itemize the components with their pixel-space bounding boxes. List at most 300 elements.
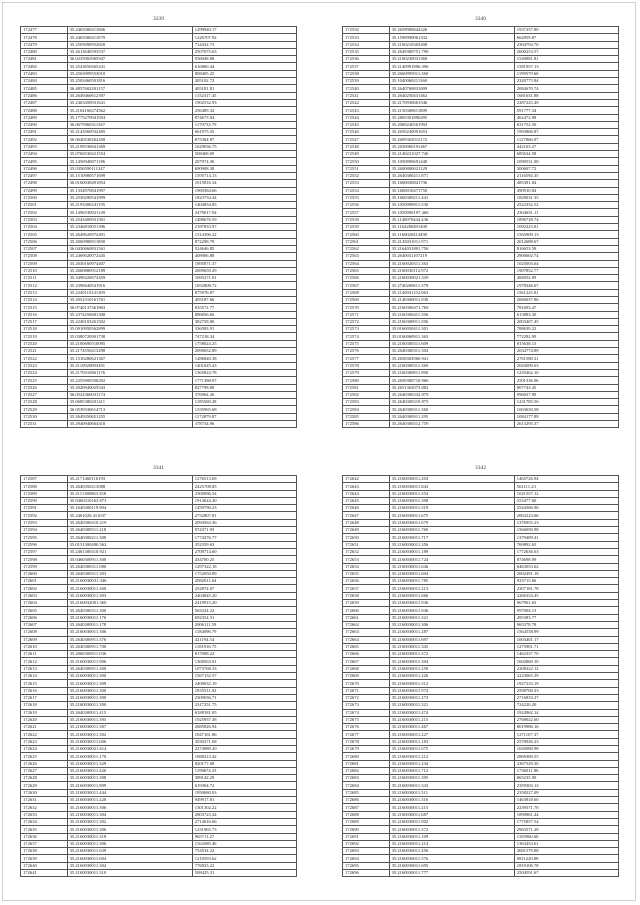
row-value: 2320775.84 xyxy=(514,78,618,85)
row-id: 172534 xyxy=(343,41,390,48)
row-id: 172632 xyxy=(21,804,68,811)
row-value: 2084670.74 xyxy=(514,85,618,92)
row-coordinate: 35.1660300211.441 xyxy=(389,194,514,201)
table-row xyxy=(21,158,297,165)
row-id: 172599 xyxy=(21,563,68,570)
table-row xyxy=(21,238,297,245)
table-row xyxy=(343,136,619,143)
row-id: 172669 xyxy=(343,673,390,680)
row-value: 442163.27 xyxy=(514,143,618,150)
row-value: 2479017.94 xyxy=(192,209,296,216)
row-value: 1890861.44 xyxy=(514,811,618,818)
row-id: 172675 xyxy=(343,716,390,723)
row-coordinate: 35.0685380201411 xyxy=(67,399,192,406)
row-coordinate: 35.2160030011.356 xyxy=(389,541,514,548)
table-row xyxy=(343,245,619,252)
table-row xyxy=(21,614,297,621)
row-value: 1902532.93 xyxy=(192,99,296,106)
row-value: 661975.35 xyxy=(192,129,296,136)
table-row xyxy=(21,114,297,121)
row-id: 172637 xyxy=(21,840,68,847)
row-id: 172553 xyxy=(343,180,390,187)
table-row xyxy=(21,490,297,497)
row-value: 1231965.73 xyxy=(192,826,296,833)
row-id: 172592 xyxy=(21,512,68,519)
row-coordinate: 35.2160030011.302 xyxy=(67,731,192,738)
row-id: 172646 xyxy=(343,505,390,512)
row-coordinate: 35.2160030011.724 xyxy=(389,556,514,563)
row-coordinate: 35.2160030011.444 xyxy=(67,789,192,796)
row-coordinate: 35.3498420673459 xyxy=(67,275,192,282)
row-value: 816653.58 xyxy=(514,245,618,252)
row-id: 172508 xyxy=(21,253,68,260)
row-id: 172623 xyxy=(21,738,68,745)
row-value: 875384.87 xyxy=(192,136,296,143)
table-row xyxy=(21,253,297,260)
row-value: 2030271.68 xyxy=(192,738,296,745)
row-coordinate: 35.2160030011.304 xyxy=(67,811,192,818)
table-row xyxy=(21,556,297,563)
row-id: 172654 xyxy=(343,563,390,570)
table-row xyxy=(21,636,297,643)
row-id: 172689 xyxy=(343,818,390,825)
table-row xyxy=(21,129,297,136)
row-coordinate: 35.1050090911.530 xyxy=(389,202,514,209)
row-value: 1170733.79 xyxy=(192,121,296,128)
row-coordinate: 36.0539330614713 xyxy=(67,406,192,413)
row-id: 172600 xyxy=(21,570,68,577)
row-coordinate: 35.2164031801.756 xyxy=(389,245,514,252)
row-value: 1465726.94 xyxy=(514,476,618,483)
table-row xyxy=(343,121,619,128)
row-id: 172483 xyxy=(21,70,68,77)
table-row xyxy=(21,775,297,782)
row-id: 172634 xyxy=(21,818,68,825)
table-row xyxy=(21,362,297,369)
table-row xyxy=(21,267,297,274)
row-coordinate: 35.2650302960.941 xyxy=(389,355,514,362)
table-row xyxy=(343,194,619,201)
table-row xyxy=(343,775,619,782)
row-id: 172640 xyxy=(21,862,68,869)
table-row xyxy=(343,289,619,296)
row-value: 1084177.89 xyxy=(514,413,618,420)
row-coordinate: 35.2160030011.395 xyxy=(389,775,514,782)
table-row xyxy=(21,187,297,194)
row-id: 172507 xyxy=(21,245,68,252)
row-id: 172662 xyxy=(343,621,390,628)
row-value: 561111.23 xyxy=(514,483,618,490)
row-id: 172616 xyxy=(21,687,68,694)
table-row xyxy=(343,724,619,731)
row-id: 172594 xyxy=(21,527,68,534)
row-id: 172627 xyxy=(21,767,68,774)
row-value: 2012688.67 xyxy=(514,238,618,245)
table-row xyxy=(21,534,297,541)
row-value: 827798.88 xyxy=(192,384,296,391)
row-value: 817008.22 xyxy=(192,651,296,658)
table-row xyxy=(343,745,619,752)
row-coordinate: 35.2160030011.760 xyxy=(389,527,514,534)
row-id: 172497 xyxy=(21,172,68,179)
row-value: 2507075.63 xyxy=(192,48,296,55)
table-row xyxy=(21,165,297,172)
row-coordinate: 35.2160030011.785 xyxy=(389,578,514,585)
row-value: 1335965.68 xyxy=(192,406,296,413)
row-coordinate: 35.1050090197.460 xyxy=(389,209,514,216)
row-id: 172590 xyxy=(21,497,68,504)
table-row xyxy=(21,709,297,716)
table-row xyxy=(343,172,619,179)
row-id: 172548 xyxy=(343,143,390,150)
table-row xyxy=(21,384,297,391)
row-coordinate: 35.2160300811.900 xyxy=(389,369,514,376)
row-value: 1758024.25 xyxy=(192,340,296,347)
row-value: 1363453.61 xyxy=(514,840,618,847)
row-value: 1937257.80 xyxy=(514,27,618,34)
row-value: 1047161.86 xyxy=(192,731,296,738)
row-value: 1301302.22 xyxy=(192,804,296,811)
row-coordinate: 35.2160030011.215 xyxy=(389,804,514,811)
row-id: 172585 xyxy=(343,413,390,420)
table-row xyxy=(343,231,619,238)
row-id: 172618 xyxy=(21,702,68,709)
row-id: 172620 xyxy=(21,716,68,723)
row-id: 172502 xyxy=(21,209,68,216)
table-row xyxy=(21,789,297,796)
table-row xyxy=(343,673,619,680)
row-id: 172555 xyxy=(343,194,390,201)
row-coordinate: 35.1660030841736 xyxy=(389,180,514,187)
row-value: 2287225.49 xyxy=(514,99,618,106)
row-value: 2359303.13 xyxy=(514,782,618,789)
row-coordinate: 35.2160030011.300 xyxy=(67,673,192,680)
table-row xyxy=(343,848,619,855)
row-value: 2900602.74 xyxy=(514,253,618,260)
row-value: 1299940.17 xyxy=(192,27,296,34)
row-coordinate: 35.2640300911.376 xyxy=(67,636,192,643)
row-coordinate: 35.2613640593537 xyxy=(67,48,192,55)
row-value: 1275901.71 xyxy=(514,643,618,650)
row-coordinate: 35.2649460612397 xyxy=(67,92,192,99)
row-coordinate: 35.2659900644326 xyxy=(389,27,514,34)
table-panel-3342 xyxy=(342,461,619,877)
row-value: 1297322.18 xyxy=(192,563,296,570)
row-id: 172537 xyxy=(343,63,390,70)
table-row xyxy=(21,41,297,48)
row-value: 619304.72 xyxy=(192,782,296,789)
row-id: 172676 xyxy=(343,724,390,731)
table-row xyxy=(21,107,297,114)
row-value: 2522332.52 xyxy=(514,202,618,209)
data-table xyxy=(20,26,297,428)
row-value: 3681579.88 xyxy=(514,848,618,855)
row-value: 2699659.29 xyxy=(192,267,296,274)
row-coordinate: 35.2160030011.307 xyxy=(67,724,192,731)
row-coordinate: 35.2170930661546 xyxy=(389,99,514,106)
row-id: 172694 xyxy=(343,855,390,862)
row-id: 172485 xyxy=(21,85,68,92)
row-value: 965711.27 xyxy=(192,833,296,840)
row-id: 172518 xyxy=(21,326,68,333)
row-coordinate: 35.2630160974407 xyxy=(67,260,192,267)
row-coordinate: 35.2640300911.300 xyxy=(67,665,192,672)
row-value: 2714616.66 xyxy=(192,818,296,825)
row-value: 2685826.94 xyxy=(192,724,296,731)
row-coordinate: 35.0910950562899 xyxy=(67,326,192,333)
row-coordinate: 35.2255900350292 xyxy=(67,377,192,384)
panel-title: 3340 xyxy=(475,16,486,22)
row-id: 172692 xyxy=(343,840,390,847)
row-coordinate: 36.0235902965947 xyxy=(67,56,192,63)
row-id: 172672 xyxy=(343,694,390,701)
row-coordinate: 35.2160030011.259 xyxy=(389,665,514,672)
table-row xyxy=(21,724,297,731)
row-id: 172680 xyxy=(343,753,390,760)
row-value: 495383.77 xyxy=(514,614,618,621)
row-id: 172587 xyxy=(21,476,68,483)
table-row xyxy=(343,614,619,621)
row-id: 172639 xyxy=(21,855,68,862)
row-value: 1602860.10 xyxy=(514,658,618,665)
row-value: 421194.54 xyxy=(192,636,296,643)
row-coordinate: 35.2505090952820 xyxy=(67,41,192,48)
row-value: 690908.38 xyxy=(192,165,296,172)
row-id: 172621 xyxy=(21,724,68,731)
row-value: 1567152.57 xyxy=(192,673,296,680)
table-row xyxy=(21,260,297,267)
row-id: 172510 xyxy=(21,267,68,274)
row-id: 172611 xyxy=(21,651,68,658)
row-value: 1368563.91 xyxy=(192,658,296,665)
row-value: 2300096.54 xyxy=(192,490,296,497)
row-coordinate: 35.2060980911890 xyxy=(67,238,192,245)
table-row xyxy=(343,483,619,490)
table-row xyxy=(343,151,619,158)
row-id: 172598 xyxy=(21,556,68,563)
row-value: 2223065.39 xyxy=(514,673,618,680)
row-id: 172531 xyxy=(21,421,68,428)
row-coordinate: 35.2160030011.390 xyxy=(67,694,192,701)
row-coordinate: 35.2160030011.606 xyxy=(67,738,192,745)
row-id: 172693 xyxy=(343,848,390,855)
row-value: 2598700.23 xyxy=(514,687,618,694)
table-row xyxy=(343,702,619,709)
row-coordinate: 35.2111380963.358 xyxy=(67,490,192,497)
table-row xyxy=(343,391,619,398)
table-row xyxy=(343,34,619,41)
table-row xyxy=(343,797,619,804)
row-id: 172607 xyxy=(21,621,68,628)
row-coordinate: 35.1140070444.436 xyxy=(389,216,514,223)
row-value: 1565909.13 xyxy=(514,231,618,238)
row-id: 172490 xyxy=(21,121,68,128)
row-value: 2094563.36 xyxy=(192,519,296,526)
row-value: 1021557.12 xyxy=(514,490,618,497)
row-id: 172610 xyxy=(21,643,68,650)
row-id: 172582 xyxy=(343,391,390,398)
row-id: 172550 xyxy=(343,158,390,165)
table-row xyxy=(343,406,619,413)
table-row xyxy=(21,483,297,490)
row-coordinate: 35.2150300611809 xyxy=(389,107,514,114)
row-coordinate: 35.2543650265441 xyxy=(67,63,192,70)
table-row xyxy=(21,512,297,519)
row-value: 1925957.38 xyxy=(192,716,296,723)
row-value: 2003407.45 xyxy=(514,318,618,325)
row-coordinate: 35.2140991806.396 xyxy=(389,63,514,70)
row-coordinate: 35.2640300311.080 xyxy=(67,563,192,570)
row-id: 172581 xyxy=(343,384,390,391)
row-coordinate: 35.0160060911.363 xyxy=(389,333,514,340)
table-row xyxy=(21,296,297,303)
table-row xyxy=(21,804,297,811)
data-table xyxy=(342,26,619,428)
row-id: 172515 xyxy=(21,304,68,311)
row-coordinate: 35.2160030011.306 xyxy=(67,804,192,811)
row-coordinate: 35.2649350651255 xyxy=(67,413,192,420)
table-row xyxy=(343,789,619,796)
row-value: 1026980.98 xyxy=(514,745,618,752)
row-value: 1025003.64 xyxy=(514,260,618,267)
row-coordinate: 35.2160030021.614 xyxy=(67,745,192,752)
row-id: 172696 xyxy=(343,870,390,877)
row-id: 172479 xyxy=(21,41,68,48)
table-row xyxy=(343,585,619,592)
row-id: 172657 xyxy=(343,585,390,592)
row-id: 172545 xyxy=(343,121,390,128)
row-id: 172570 xyxy=(343,304,390,311)
row-value: 389142.29 xyxy=(192,775,296,782)
row-id: 172674 xyxy=(343,709,390,716)
row-value: 2060037.86 xyxy=(514,296,618,303)
row-coordinate: 35.2160030011.474 xyxy=(389,709,514,716)
row-value: 207974.36 xyxy=(192,158,296,165)
table-row xyxy=(343,636,619,643)
row-coordinate: 35.2160030011.694 xyxy=(389,570,514,577)
row-value: 2768022.60 xyxy=(514,716,618,723)
row-coordinate: 35.2503460501816 xyxy=(67,78,192,85)
row-value: 1271107.37 xyxy=(514,731,618,738)
row-id: 172613 xyxy=(21,665,68,672)
table-row xyxy=(21,745,297,752)
row-id: 172615 xyxy=(21,680,68,687)
table-row xyxy=(343,870,619,877)
table-row xyxy=(343,78,619,85)
panel-title: 3342 xyxy=(475,465,486,471)
row-coordinate: 35.2160030011.666 xyxy=(389,592,514,599)
row-value: 1907852.77 xyxy=(514,267,618,274)
row-value: 524646.85 xyxy=(192,245,296,252)
table-row xyxy=(21,224,297,231)
table-row xyxy=(343,651,619,658)
table-row xyxy=(21,209,297,216)
table-row xyxy=(343,563,619,570)
row-coordinate: 35.2865301890495 xyxy=(389,114,514,121)
row-value: 808405.25 xyxy=(192,70,296,77)
row-id: 172492 xyxy=(21,136,68,143)
table-row xyxy=(21,275,297,282)
table-row xyxy=(21,497,297,504)
table-row xyxy=(343,27,619,34)
row-value: 974371.93 xyxy=(192,527,296,534)
row-coordinate: 36.0524360031174 xyxy=(67,391,192,398)
table-row xyxy=(343,253,619,260)
table-row xyxy=(21,202,297,209)
table-row xyxy=(21,34,297,41)
row-value: 1181916.75 xyxy=(192,643,296,650)
row-id: 172566 xyxy=(343,275,390,282)
row-value: 484052.09 xyxy=(514,275,618,282)
table-row xyxy=(21,121,297,128)
row-id: 172653 xyxy=(343,556,390,563)
row-coordinate: 35.2160032001.360 xyxy=(67,600,192,607)
row-id: 172691 xyxy=(343,833,390,840)
table-row xyxy=(343,578,619,585)
row-value: 591777.34 xyxy=(514,107,618,114)
row-id: 172526 xyxy=(21,384,68,391)
row-value: 2578926.23 xyxy=(514,738,618,745)
row-coordinate: 35.1775270941954 xyxy=(67,114,192,121)
row-id: 172655 xyxy=(343,570,390,577)
row-id: 172596 xyxy=(21,541,68,548)
row-id: 172660 xyxy=(343,607,390,614)
row-value: 875976.87 xyxy=(192,289,296,296)
table-row xyxy=(343,85,619,92)
row-coordinate: 35.2640300311.300 xyxy=(67,607,192,614)
row-value: 1164589.40 xyxy=(192,840,296,847)
row-id: 172625 xyxy=(21,753,68,760)
table-row xyxy=(343,782,619,789)
row-id: 172643 xyxy=(343,483,390,490)
row-value: 967961.63 xyxy=(514,600,618,607)
table-row xyxy=(343,556,619,563)
row-coordinate: 35.2160030011.306 xyxy=(67,826,192,833)
row-coordinate: 35.2660880912189 xyxy=(67,267,192,274)
row-id: 172562 xyxy=(343,245,390,252)
row-value: 996037.09 xyxy=(514,391,618,398)
table-row xyxy=(343,753,619,760)
row-id: 172491 xyxy=(21,129,68,136)
table-row xyxy=(343,680,619,687)
row-coordinate: 35.2160030011.300 xyxy=(67,687,192,694)
row-value: 1210593.62 xyxy=(192,855,296,862)
row-value: 1914624.20 xyxy=(192,497,296,504)
row-value: 553477.60 xyxy=(514,497,618,504)
row-coordinate: 35.2160030011.372 xyxy=(389,826,514,833)
row-id: 172577 xyxy=(343,355,390,362)
row-id: 172635 xyxy=(21,826,68,833)
table-row xyxy=(343,282,619,289)
table-row xyxy=(343,731,619,738)
row-value: 874698.09 xyxy=(514,556,618,563)
row-id: 172498 xyxy=(21,180,68,187)
row-id: 172602 xyxy=(21,585,68,592)
row-value: 772292.99 xyxy=(514,333,618,340)
row-value: 2304794.70 xyxy=(514,41,618,48)
row-coordinate: 35.2160030011.395 xyxy=(67,716,192,723)
row-coordinate: 35.2530290541999 xyxy=(67,194,192,201)
row-value: 1752050.89 xyxy=(192,570,296,577)
row-id: 172530 xyxy=(21,413,68,420)
row-id: 172542 xyxy=(343,99,390,106)
table-row xyxy=(343,862,619,869)
row-coordinate: 35.2160230031368 xyxy=(389,56,514,63)
table-row xyxy=(343,643,619,650)
row-value: 1404854.85 xyxy=(192,202,296,209)
row-id: 172489 xyxy=(21,114,68,121)
row-coordinate: 35.2160030011.227 xyxy=(389,731,514,738)
